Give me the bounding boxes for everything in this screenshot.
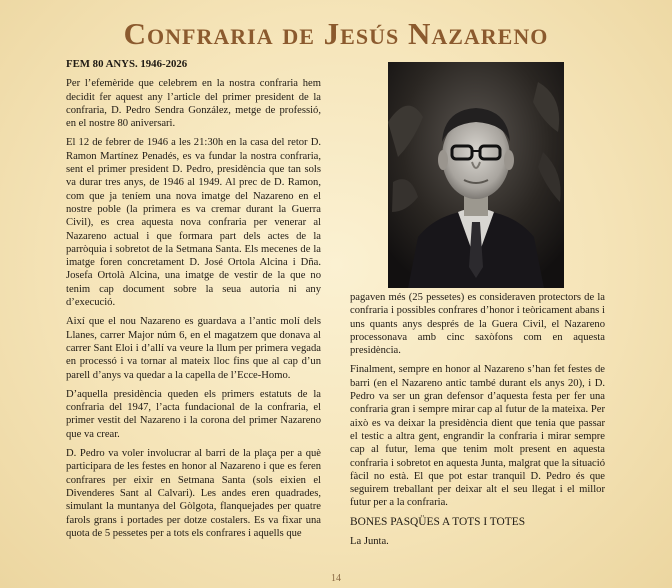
article-paragraph: D. Pedro va voler involucrar al barri de la plaça per a què participara de les festes en honor al Nazareno i que es feren confrares per eixir en Setmana Santa (sols eixien el Divenderes Sant al Calvari). Les andes eren quadrades, simulant la muntanya del Gòlgota, flanquejades per quatre farols grans i portades per dotze costalers. Es va fixar una quota de 5 pessetes per a tots els confrares i aquells que (66, 448, 321, 539)
closing-greeting: BONES PASQÜES A TOTS I TOTES (350, 515, 526, 528)
article-paragraph: Per l’efemèride que celebrem en la nostra confraria hem decidit fer aquest any l’article del primer president de la confraria, D. Pedro Sendra González, metge de professió, en el nostre 80 aniversari. (66, 78, 321, 130)
article-paragraph: pagaven més (25 pessetes) es consideraven protectors de la confraria i possibles confrares d’honor i teòricament abans i uns quants anys després de la Guera Civil, el Nazareno processonava amb cinc saxòfons com en aquesta presidència. (350, 292, 605, 357)
article-paragraph: El 12 de febrer de 1946 a les 21:30h en la casa del retor D. Ramon Martínez Penadés, es va fundar la nostra confraria, sent el primer president D. Pedro, presidència que tan sols va durar tres anys, de 1946 al 1949. Al prec de D. Ramon, com que ja teníem una nova imatge del Nazareno en el nostre poble (la primera es va cremar durant la Guerra Civil), es crea aquesta nova confraria per venerar al Nazareno actual i que formara part dels actes de la parròquia i sobretot de la Setmana Santa. Els mecenes de la imatge foren concretament D. José Ortola Alcina i Dña. Josefa Ortolà Alcina, una imatge de vestir de la que no tenim cap document sobre la seua autoria ni any d’execució. (66, 137, 321, 309)
article-paragraph: Finalment, sempre en honor al Nazareno s’han fet festes de barri (en el Nazareno antic també durant els anys 20), i D. Pedro va ser un gran defensor d’aquesta festa per fer una confraria gran i sempre mirar cap al futur de la mateixa. Per això es va deixar la presidència dient que tenia que passar el testic a altra gent, engrandir la confraria i mirar sempre cap al futur, lema que tenim molt present en aquesta confraria i sobretot en aquesta Junta, malgrat que la situació fàcil no està. El que pot estar tranquil D. Pedro és que seguirem treballant per deixar alt el seu llegat i el millor futur per a la confraria. (350, 364, 605, 509)
article-heading: FEM 80 ANYS. 1946-2026 (66, 58, 188, 70)
signature: La Junta. (350, 536, 389, 548)
portrait-photo-icon (388, 62, 564, 288)
article-left-column (66, 58, 321, 546)
article-paragraph: Així que el nou Nazareno es guardava a l’antic molí dels Llanes, carrer Major núm 6, en el magatzem que donava al carrer Sant Eloi i d’allí va veure la llum per primera vegada en processó i va tornar al mateix lloc fins que al cap d’un parell d’anys va quedar a la capella de l’Ecce-Homo. (66, 316, 321, 381)
page-title: Confraria de Jesús Nazareno (123, 15, 549, 51)
article-paragraph: D’aquella presidència queden els primers estatuts de la confraria del 1947, l’acta fundacional de la confraria, el primer vestit del Nazareno i la corona del primer Nazareno que va crear. (66, 388, 321, 440)
article-right-column (350, 291, 605, 554)
page-number: 14 (331, 573, 341, 584)
